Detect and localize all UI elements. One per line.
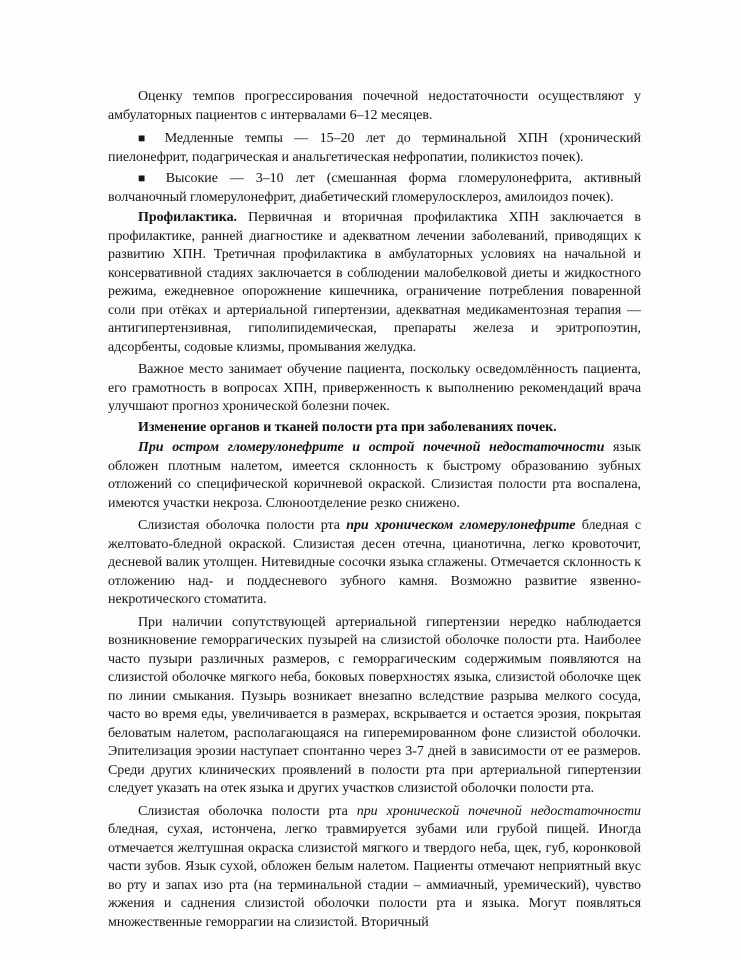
list-item-slow [108,129,641,167]
paragraph-chronic-renal-failure-lead: Слизистая оболочка полости рта [138,803,357,819]
paragraph-chronic-glomerulonephritis-text: бледная с желтовато-бледной окраской. Слизистая десен отечна, цианотична, легко кровоточит, десневой валик утолщен. Нитевидные сосочки языка сглажены. Отмечается склонность к отложению над- и поддесневого зубного камня. Возможно развитие язвенно-некротического стоматита. [108,518,641,607]
chronic-renal-failure-emphasis: при хронической почечной недостаточности [356,803,642,819]
prevention-label: Профилактика. [138,210,237,225]
acute-emphasis: При остром гломерулонефрите и острой почечной недостаточности [138,440,605,455]
paragraph-hypertension [108,614,641,799]
paragraph-assessment [108,88,641,125]
paragraph-chronic-glomerulonephritis-lead: Слизистая оболочка полости рта [138,518,347,533]
paragraph-acute [108,439,641,513]
bullet-square-icon: ■ [138,171,154,185]
list-item-slow-text: Медленные темпы — 15–20 лет до терминальной ХПН (хронический пиелонефрит, подагрическая и анальгетическая нефропатии, поликистоз почек). [108,131,641,165]
section-heading [108,419,641,438]
paragraph-chronic-renal-failure-text: бледная, сухая, истончена, легко травмируется зубами или грубой пищей. Иногда отмечается желтушная окраска слизистой мягкого и твердого неба, щек, губ, коронковой части зубов. Язык сухой, обложен белым налетом. Пациенты отмечают неприятный вкус во рту и запах изо рта (на терминальной стадии – аммиачный, уремический), чувство жжения и саднения слизистой оболочки полости рта и языка. Могут появляться множественные геморрагии на слизистой. Вторичный [108,822,641,930]
chronic-glomerulonephritis-emphasis: при хроническом гломерулонефрите [346,518,576,533]
list-item-high-text: Высокие — 3–10 лет (смешанная форма гломерулонефрита, активный волчаночный гломерулонефрит, диабетический гломерулосклероз, амилоидоз почек). [108,171,642,205]
paragraph-chronic-renal-failure [108,803,641,933]
paragraph-prevention [108,209,641,357]
paragraph-assessment-text: Оценку темпов прогрессирования почечной недостаточности осуществляют у амбулаторных пациентов с интервалами 6–12 месяцев. [108,89,641,123]
section-heading-text: Изменение органов и тканей полости рта при заболеваниях почек. [138,419,557,435]
paragraph-education-text: Важное место занимает обучение пациента, поскольку осведомлённость пациента, его грамотность в вопросах ХПН, приверженность к выполнению рекомендаций врача улучшают прогноз хронической болезни почек. [108,362,641,414]
paragraph-acute-text: язык обложен плотным налетом, имеется склонность к быстрому образованию зубных отложений со специфической коричневой окраской. Слизистая полости рта воспалена, имеются участки некроза. Слюноотделение резко снижено. [108,440,641,511]
paragraph-chronic-glomerulonephritis [108,517,641,610]
list-item-high [108,169,641,207]
paragraph-prevention-text: Первичная и вторичная профилактика ХПН заключается в профилактике, ранней диагностике и адекватном лечении заболеваний, приводящих к развитию ХПН. Третичная профилактика в амбулаторных условиях на начальной и консервативной стадиях заключается в соблюдении малобелковой диеты и жидкостного режима, ежедневное опорожнение кишечника, ограничение потребления поваренной соли при отёках и артериальной гипертензии, адекватная медикаментозная терапия — антигипертензивная, гиполипидемическая, препараты железа и эритропоэтин, адсорбенты, содовые клизмы, промывания желудка. [108,210,641,355]
paragraph-hypertension-text: При наличии сопутствующей артериальной гипертензии нередко наблюдается возникновение геморрагических пузырей на слизистой оболочке полости рта. Наиболее часто пузыри различных размеров, с геморрагическим содержимым появляются на слизистой оболочке мягкого неба, боковых поверхностях языка, слизистой оболочке щек по линии смыкания. Пузырь возникает внезапно вследствие разрыва мелкого сосуда, часто во время еды, увеличивается в размерах, вскрывается и остается эрозия, покрытая беловатым налетом, располагающаяся на гиперемированном фоне слизистой оболочки. Эпителизация эрозии наступает спонтанно через 3-7 дней в зависимости от ее размеров. Среди других клинических проявлений в полости рта при артериальной гипертензии следует указать на отек языка и других участков слизистой оболочки полости рта. [108,614,641,796]
paragraph-education [108,361,641,417]
bullet-square-icon: ■ [138,131,154,145]
